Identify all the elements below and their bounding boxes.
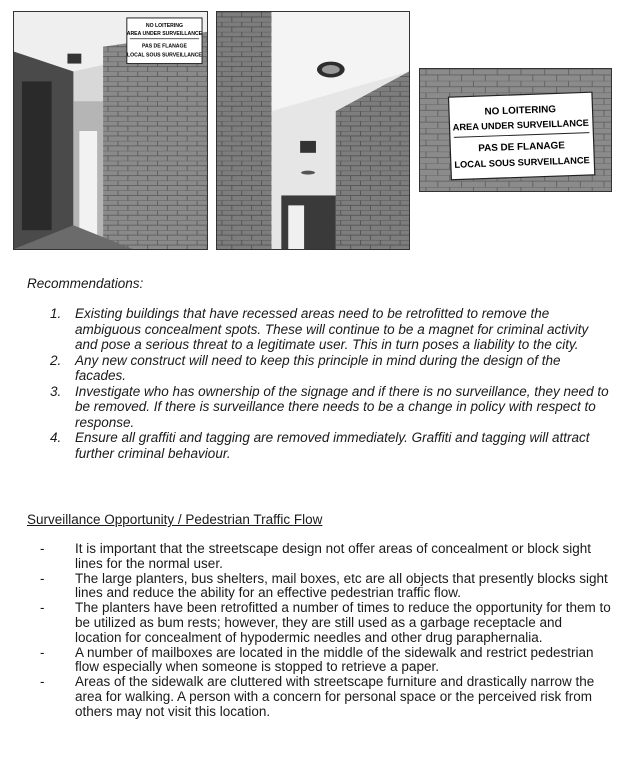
recommendations-heading: Recommendations: <box>27 276 144 291</box>
sign-large-line-3: PAS DE FLANAGE <box>478 140 566 155</box>
corridor-photo-left <box>13 11 208 250</box>
sign-small-line-3: PAS DE FLANAGE <box>141 43 187 50</box>
sign-large-line-4: LOCAL SOUS SURVEILLANCE <box>454 155 590 170</box>
dash-bullet: - <box>40 644 45 660</box>
list-number: 2. <box>50 352 62 368</box>
list-item-text: Any new construct will need to keep this principle in mind during the design of the facades. <box>75 352 561 383</box>
sign-closeup-photo <box>419 68 612 192</box>
dash-bullet: - <box>40 541 45 556</box>
surveillance-heading: Surveillance Opportunity / Pedestrian Traffic Flow <box>27 512 323 527</box>
list-item <box>38 646 612 676</box>
dash-bullet: - <box>40 674 45 690</box>
list-item <box>38 601 612 645</box>
list-item-text: Ensure all graffiti and tagging are removed immediately. Graffiti and tagging will attract further criminal behaviour. <box>75 430 590 461</box>
list-item <box>38 353 612 384</box>
list-number: 1. <box>50 306 62 321</box>
dash-bullet: - <box>40 570 45 586</box>
list-item-text: A number of mailboxes are located in the middle of the sidewalk and restrict pedestrian flow especially when someone is stopped to retrieve a paper. <box>75 644 594 675</box>
sign-large-line-2: AREA UNDER SURVEILLANCE <box>452 117 590 133</box>
surveillance-list <box>38 542 612 720</box>
sign-small-line-2: AREA UNDER SURVEILLANCE <box>126 30 203 37</box>
list-item <box>38 542 612 572</box>
list-item-text: Existing buildings that have recessed areas need to be retrofitted to remove the ambiguous concealment spots. These will continue to be a magnet for criminal activity and pose a serious threat to a legitimate user. This in turn poses a liability to the city. <box>75 306 589 352</box>
list-item <box>38 572 612 602</box>
recommendations-list <box>38 306 612 461</box>
list-item <box>38 306 612 353</box>
list-item-text: The planters have been retrofitted a number of times to reduce the opportunity for them to be utilized as bum rests; however, they are still used as a garbage receptacle and location for concealment of hypodermic needles and other drug paraphernalia. <box>75 600 611 645</box>
sign-small-line-1: NO LOITERING <box>145 22 183 29</box>
sign-large-line-1: NO LOITERING <box>484 104 557 118</box>
list-item-text: Investigate who has ownership of the signage and if there is no surveillance, they need to be removed. If there is surveillance there needs to be a change in policy with respect to response. <box>75 383 609 430</box>
list-item-text: The large planters, bus shelters, mail boxes, etc are all objects that presently blocks sight lines and reduce the ability for an effective pedestrian traffic flow. <box>75 570 608 601</box>
list-item <box>38 430 612 461</box>
list-item-text: Areas of the sidewalk are cluttered with streetscape furniture and drastically narrow the area for walking. A person with a concern for personal space or the perceived risk from others may not visit this location. <box>75 674 595 719</box>
alcove-photo-middle <box>216 11 410 250</box>
list-item-text: It is important that the streetscape design not offer areas of concealment or block sight lines for the normal user. <box>75 541 592 571</box>
list-item <box>38 675 612 719</box>
list-number: 3. <box>50 383 62 399</box>
list-number: 4. <box>50 430 62 445</box>
dash-bullet: - <box>40 600 45 616</box>
list-item <box>38 384 612 431</box>
sign-small-line-4: LOCAL SOUS SURVEILLANCE <box>127 52 202 59</box>
